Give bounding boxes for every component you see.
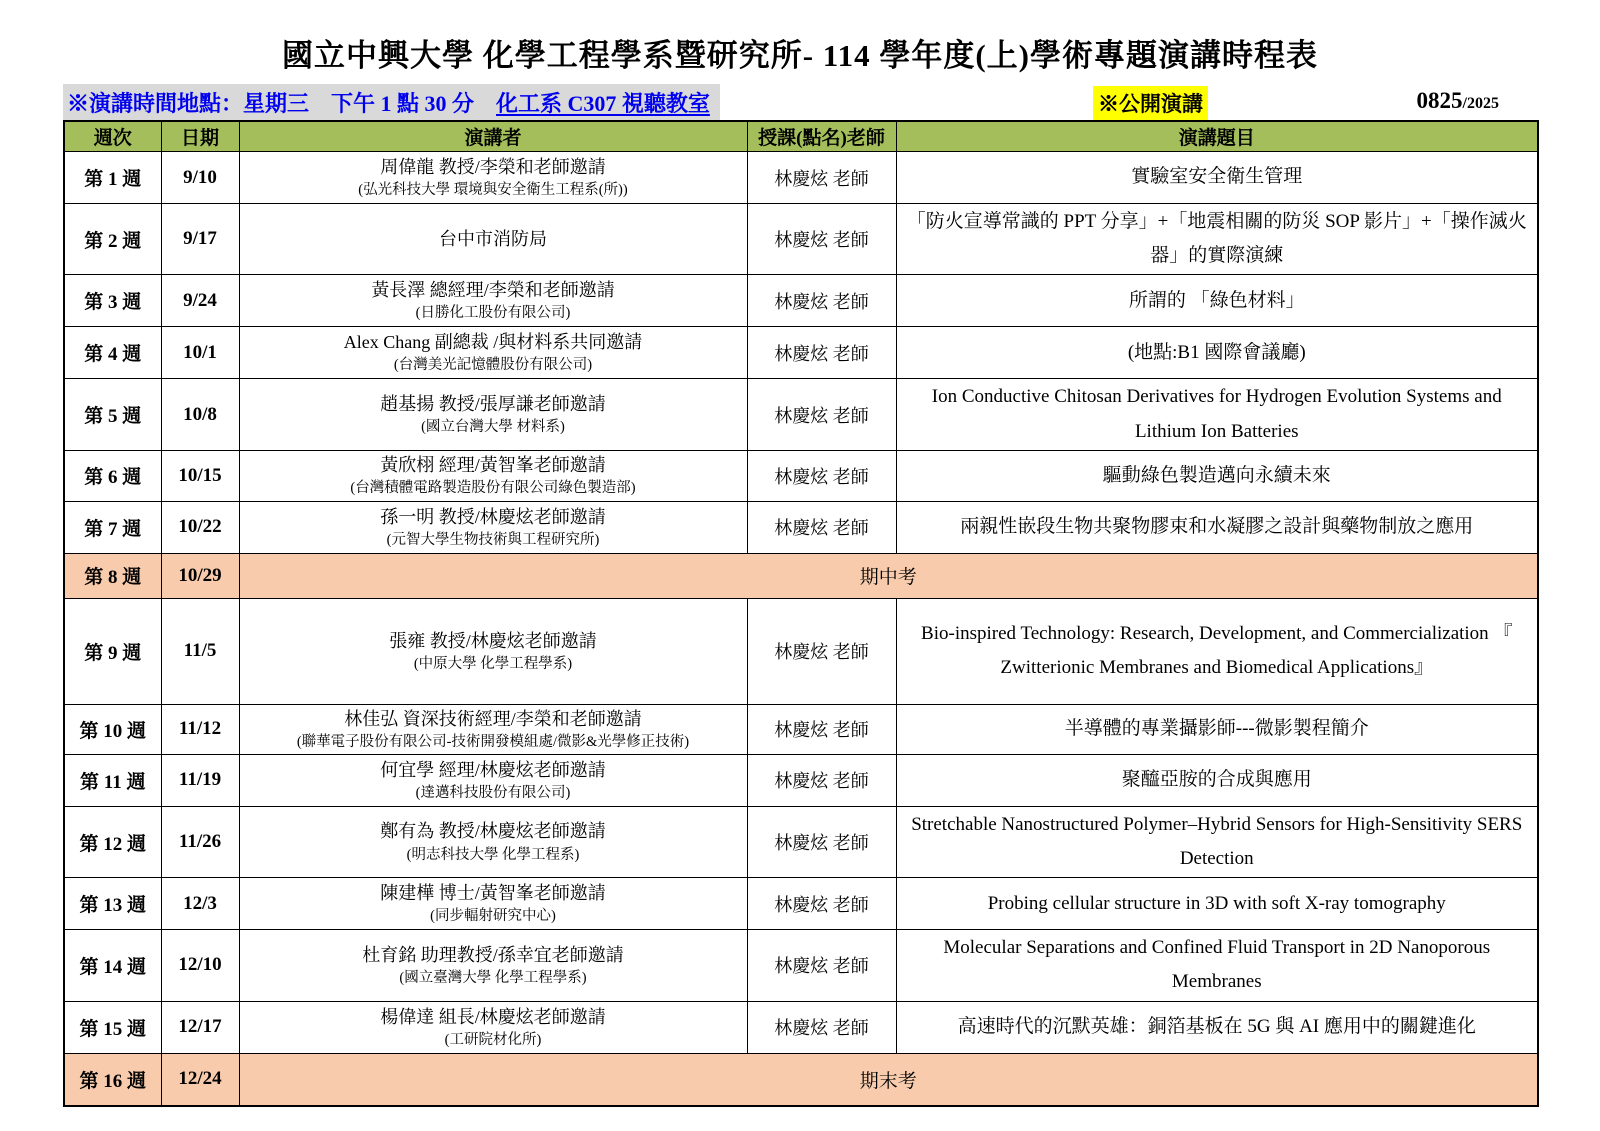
date-cell: 11/12 <box>161 704 239 754</box>
speaker-cell <box>239 204 747 275</box>
date-cell: 9/17 <box>161 204 239 275</box>
topic-cell: 「防火宣導常識的 PPT 分享」+「地震相關的防災 SOP 影片」+「操作滅火器」的實際演練 <box>896 204 1538 275</box>
header-week: 週次 <box>64 121 161 152</box>
date-cell: 9/10 <box>161 152 239 204</box>
speaker-cell <box>239 806 747 877</box>
schedule-row <box>64 379 1538 450</box>
speaker-cell <box>239 704 747 754</box>
schedule-row <box>64 275 1538 327</box>
schedule-row <box>64 1001 1538 1053</box>
date-cell: 10/29 <box>161 553 239 598</box>
teacher-cell: 林慶炫 老師 <box>747 930 896 1001</box>
teacher-cell: 林慶炫 老師 <box>747 152 896 204</box>
week-cell: 第 9 週 <box>64 598 161 704</box>
date-cell: 11/5 <box>161 598 239 704</box>
week-cell: 第 11 週 <box>64 754 161 806</box>
speaker-name: 趙基揚 教授/張厚謙老師邀請 <box>380 394 606 414</box>
info-bar <box>63 84 1537 120</box>
lecture-time-note <box>63 84 720 123</box>
teacher-cell: 林慶炫 老師 <box>747 598 896 704</box>
header-topic: 演講題目 <box>896 121 1538 152</box>
speaker-affiliation: (國立臺灣大學 化學工程學系) <box>399 969 587 986</box>
speaker-cell <box>239 501 747 553</box>
topic-cell: 聚醯亞胺的合成與應用 <box>896 754 1538 806</box>
speaker-name: 林佳弘 資深技術經理/李榮和老師邀請 <box>344 708 642 729</box>
speaker-cell <box>239 754 747 806</box>
header-speaker: 演講者 <box>239 121 747 152</box>
week-cell: 第 10 週 <box>64 704 161 754</box>
schedule-row <box>64 930 1538 1001</box>
speaker-cell <box>239 598 747 704</box>
topic-cell: Bio-inspired Technology: Research, Development, and Commercialization 『 Zwitterionic Membranes and Biomedical Applications』 <box>896 598 1538 704</box>
revision-date-year: /2025 <box>1462 95 1499 112</box>
speaker-affiliation: (弘光科技大學 環境與安全衛生工程系(所)) <box>358 182 628 199</box>
speaker-name: Alex Chang 副總裁 /與材料系共同邀請 <box>343 332 643 353</box>
date-cell: 10/15 <box>161 450 239 501</box>
speaker-name: 楊偉達 組長/林慶炫老師邀請 <box>380 1006 606 1027</box>
speaker-affiliation: (台灣積體電路製造股份有限公司綠色製造部) <box>350 480 636 497</box>
date-cell: 11/19 <box>161 754 239 806</box>
speaker-cell <box>239 1001 747 1053</box>
speaker-name: 台中市消防局 <box>439 229 547 250</box>
teacher-cell: 林慶炫 老師 <box>747 754 896 806</box>
date-cell: 12/17 <box>161 1001 239 1053</box>
topic-cell: 驅動綠色製造邁向永續未來 <box>896 450 1538 501</box>
revision-date <box>1417 88 1499 114</box>
speaker-cell <box>239 930 747 1001</box>
week-cell: 第 7 週 <box>64 501 161 553</box>
speaker-name: 孫一明 教授/林慶炫老師邀請 <box>380 506 606 527</box>
date-cell: 9/24 <box>161 275 239 327</box>
speaker-affiliation: (明志科技大學 化學工程系) <box>406 846 580 863</box>
date-cell: 10/1 <box>161 327 239 379</box>
page-title: 國立中興大學 化學工程學系暨研究所- 114 學年度(上)學術專題演講時程表 <box>281 38 1318 73</box>
schedule-row <box>64 204 1538 275</box>
lecture-schedule-table <box>63 120 1539 1107</box>
teacher-cell: 林慶炫 老師 <box>747 806 896 877</box>
topic-cell: 半導體的專業攝影師---微影製程簡介 <box>896 704 1538 754</box>
teacher-cell: 林慶炫 老師 <box>747 204 896 275</box>
week-cell: 第 3 週 <box>64 275 161 327</box>
week-cell: 第 16 週 <box>64 1053 161 1106</box>
speaker-affiliation: (達邁科技股份有限公司) <box>415 784 571 801</box>
lecture-location-text: 化工系 C307 視聽教室 <box>496 91 710 116</box>
speaker-affiliation: (國立台灣大學 材料系) <box>421 419 565 436</box>
schedule-row <box>64 878 1538 930</box>
speaker-affiliation: (中原大學 化學工程學系) <box>413 655 573 672</box>
week-cell: 第 15 週 <box>64 1001 161 1053</box>
teacher-cell: 林慶炫 老師 <box>747 327 896 379</box>
schedule-row <box>64 598 1538 704</box>
date-cell: 10/8 <box>161 379 239 450</box>
week-cell: 第 2 週 <box>64 204 161 275</box>
date-cell: 11/26 <box>161 806 239 877</box>
week-cell: 第 13 週 <box>64 878 161 930</box>
topic-cell: Stretchable Nanostructured Polymer–Hybrid Sensors for High-Sensitivity SERS Detection <box>896 806 1538 877</box>
topic-cell: 兩親性嵌段生物共聚物膠束和水凝膠之設計與藥物制放之應用 <box>896 501 1538 553</box>
teacher-cell: 林慶炫 老師 <box>747 878 896 930</box>
topic-cell: 實驗室安全衛生管理 <box>896 152 1538 204</box>
topic-cell: Ion Conductive Chitosan Derivatives for Hydrogen Evolution Systems and Lithium Ion Batteries <box>896 379 1538 450</box>
speaker-affiliation: (台灣美光記憶體股份有限公司) <box>393 357 593 374</box>
speaker-name: 周偉龍 教授/李榮和老師邀請 <box>380 156 606 177</box>
teacher-cell: 林慶炫 老師 <box>747 379 896 450</box>
week-cell: 第 6 週 <box>64 450 161 501</box>
header-row <box>64 121 1538 152</box>
date-cell: 10/22 <box>161 501 239 553</box>
speaker-name: 鄭有為 教授/林慶炫老師邀請 <box>380 821 606 842</box>
schedule-row <box>64 501 1538 553</box>
speaker-cell <box>239 327 747 379</box>
exam-label-cell: 期中考 <box>239 553 1538 598</box>
speaker-name: 黃欣栩 經理/黃智峯老師邀請 <box>380 455 606 476</box>
topic-cell: (地點:B1 國際會議廳) <box>896 327 1538 379</box>
speaker-affiliation: (元智大學生物技術與工程研究所) <box>386 531 600 548</box>
speaker-cell <box>239 152 747 204</box>
schedule-row <box>64 806 1538 877</box>
midterm-exam-row <box>64 553 1538 598</box>
final-exam-row <box>64 1053 1538 1106</box>
speaker-affiliation: (日勝化工股份有限公司) <box>415 305 571 322</box>
schedule-row <box>64 152 1538 204</box>
speaker-affiliation: (工研院材化所) <box>444 1031 542 1048</box>
speaker-name: 陳建樺 博士/黃智峯老師邀請 <box>380 883 606 904</box>
week-cell: 第 8 週 <box>64 553 161 598</box>
revision-date-main: 0825 <box>1416 88 1463 113</box>
topic-cell: 所謂的 「綠色材料」 <box>896 275 1538 327</box>
topic-cell: Probing cellular structure in 3D with soft X-ray tomography <box>896 878 1538 930</box>
speaker-affiliation: (同步輻射研究中心) <box>430 908 556 925</box>
topic-cell: Molecular Separations and Confined Fluid Transport in 2D Nanoporous Membranes <box>896 930 1538 1001</box>
exam-label-cell: 期末考 <box>239 1053 1538 1106</box>
week-cell: 第 14 週 <box>64 930 161 1001</box>
speaker-cell <box>239 878 747 930</box>
speaker-cell <box>239 450 747 501</box>
date-cell: 12/24 <box>161 1053 239 1106</box>
date-cell: 12/10 <box>161 930 239 1001</box>
schedule-row <box>64 450 1538 501</box>
week-cell: 第 4 週 <box>64 327 161 379</box>
speaker-affiliation: (聯華電子股份有限公司-技術開發模組處/微影&光學修正技術) <box>296 733 690 750</box>
topic-cell: 高速時代的沉默英雄：銅箔基板在 5G 與 AI 應用中的關鍵進化 <box>896 1001 1538 1053</box>
speaker-cell <box>239 379 747 450</box>
speaker-cell <box>239 275 747 327</box>
speaker-name: 張雍 教授/林慶炫老師邀請 <box>389 630 597 651</box>
teacher-cell: 林慶炫 老師 <box>747 501 896 553</box>
speaker-name: 何宜學 經理/林慶炫老師邀請 <box>380 759 606 780</box>
lecture-time-text: ※演講時間地點：星期三 下午 1 點 30 分 <box>67 91 497 116</box>
teacher-cell: 林慶炫 老師 <box>747 275 896 327</box>
week-cell: 第 12 週 <box>64 806 161 877</box>
public-lecture-badge: ※公開演講 <box>1093 86 1208 121</box>
date-cell: 12/3 <box>161 878 239 930</box>
speaker-name: 黃長澤 總經理/李榮和老師邀請 <box>371 280 615 301</box>
teacher-cell: 林慶炫 老師 <box>747 450 896 501</box>
teacher-cell: 林慶炫 老師 <box>747 1001 896 1053</box>
schedule-row <box>64 704 1538 754</box>
teacher-cell: 林慶炫 老師 <box>747 704 896 754</box>
speaker-name: 杜育銘 助理教授/孫幸宜老師邀請 <box>362 944 624 965</box>
header-date: 日期 <box>161 121 239 152</box>
schedule-row <box>64 327 1538 379</box>
week-cell: 第 1 週 <box>64 152 161 204</box>
schedule-row <box>64 754 1538 806</box>
week-cell: 第 5 週 <box>64 379 161 450</box>
header-teacher: 授課(點名)老師 <box>747 121 896 152</box>
